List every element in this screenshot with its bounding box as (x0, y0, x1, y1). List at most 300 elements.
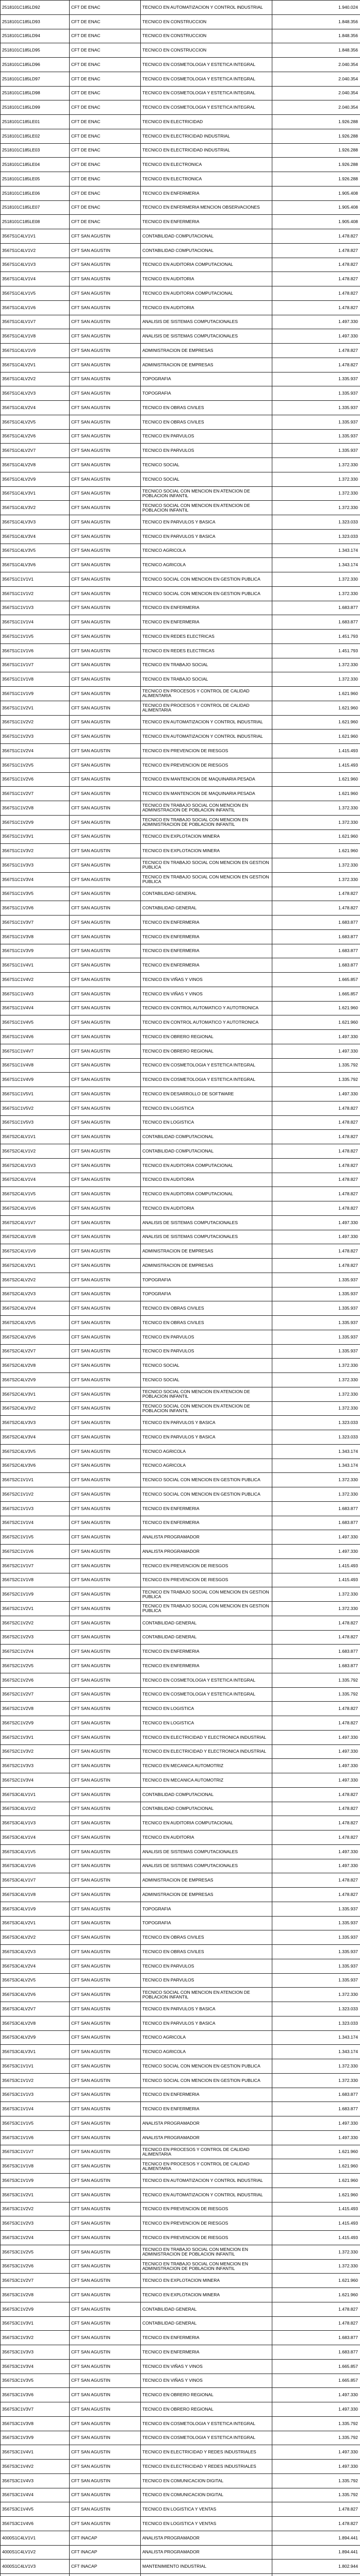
career-code-cell: 3567S3C1V2V9 (1, 2302, 70, 2316)
career-code-cell: 3567S2C4LV3V5 (1, 1444, 70, 1459)
table-row (1, 458, 360, 472)
table-row (1, 386, 360, 401)
institution-cell: CFT SAN AGUSTIN (70, 1344, 141, 1359)
table-row (1, 1816, 360, 1831)
career-code-cell: 3567S1C1V2V9 (1, 815, 70, 829)
career-code-cell: 3567S2C1V2V1 (1, 1602, 70, 1616)
program-name-cell: TECNICO EN PARVULOS Y BASICA (141, 515, 272, 530)
career-code-cell: 3567S3C4LV1V4 (1, 1831, 70, 1845)
career-code-cell: 3567S3C4LV1V1 (1, 1787, 70, 1802)
amount-cell: 1.372.330 (272, 858, 360, 873)
institution-cell: CFT SAN AGUSTIN (70, 1973, 141, 1988)
institution-cell: CFT SAN AGUSTIN (70, 1558, 141, 1573)
institution-cell: CFT SAN AGUSTIN (70, 2359, 141, 2374)
program-name-cell: TECNICO SOCIAL CON MENCION EN GESTION PUBLICA (141, 2073, 272, 2088)
program-name-cell: TECNICO EN PROCESOS Y CONTROL DE CALIDAD ALIMENTARIA (141, 701, 272, 715)
program-name-cell: TECNICO EN OBRAS CIVILES (141, 1301, 272, 1316)
program-name-cell: TECNICO EN CONSTRUCCION (141, 43, 272, 58)
table-row (1, 1373, 360, 1387)
amount-cell: 1.621.960 (272, 2174, 360, 2188)
institution-cell: CFT SAN AGUSTIN (70, 2517, 141, 2531)
program-name-cell: TECNICO EN OBRAS CIVILES (141, 401, 272, 415)
program-name-cell: ADMINISTRACION DE EMPRESAS (141, 358, 272, 372)
career-code-cell: 3567S1C1V3V7 (1, 916, 70, 930)
table-row (1, 872, 360, 887)
table-row (1, 1744, 360, 1759)
amount-cell: 1.335.937 (272, 1344, 360, 1359)
program-name-cell: TECNICO EN PROCESOS Y CONTROL DE CALIDAD ALIMENTARIA (141, 2159, 272, 2174)
program-name-cell: TECNICO EN ENFERMERIA (141, 1501, 272, 1516)
career-code-cell: 3567S2C1V2V3 (1, 1630, 70, 1645)
amount-cell: 1.478.827 (272, 1101, 360, 1115)
institution-cell: CFT SAN AGUSTIN (70, 973, 141, 987)
career-code-cell: 2518101C185LE02 (1, 129, 70, 143)
career-code-cell: 3567S3C1V1V4 (1, 2102, 70, 2116)
program-name-cell: TECNICO EN PARVULOS (141, 1344, 272, 1359)
career-code-cell: 2518101C185LD99 (1, 100, 70, 115)
table-row (1, 944, 360, 958)
table-row (1, 2231, 360, 2245)
table-row (1, 43, 360, 58)
program-name-cell: TECNICO EN EXPLOTACION MINERA (141, 2288, 272, 2302)
program-name-cell: TECNICO EN ENFERMERIA (141, 916, 272, 930)
table-row (1, 1973, 360, 1988)
institution-cell: CFT SAN AGUSTIN (70, 744, 141, 758)
program-name-cell: TECNICO AGRICOLA (141, 2030, 272, 2045)
institution-cell: CFT SAN AGUSTIN (70, 1916, 141, 1930)
program-name-cell: TECNICO EN ELECTRICIDAD INDUSTRIAL (141, 143, 272, 158)
program-name-cell: TECNICO EN OBRERO REGIONAL (141, 2402, 272, 2417)
career-code-cell: 3567S3C4LV2V7 (1, 2002, 70, 2016)
program-name-cell: TECNICO EN TRABAJO SOCIAL CON MENCION EN ADMINISTRACION DE POBLACION INFANTIL (141, 801, 272, 816)
program-name-cell: TECNICO EN ELECTRICIDAD (141, 115, 272, 129)
table-row (1, 501, 360, 515)
career-code-cell: 3567S3C1V3V8 (1, 2416, 70, 2431)
program-name-cell: TECNICO EN TRABAJO SOCIAL CON MENCION EN ADMINISTRACION DE POBLACION INFANTIL (141, 815, 272, 829)
program-name-cell: TECNICO EN AUTOMATIZACION Y CONTROL INDUSTRIAL (141, 1, 272, 15)
amount-cell: 1.497.330 (272, 1759, 360, 1773)
career-code-cell: 3567S2C4LV1V5 (1, 1187, 70, 1201)
program-name-cell: TECNICO EN ENFERMERIA (141, 2088, 272, 2102)
table-row (1, 1659, 360, 1673)
amount-cell: 1.415.493 (272, 1558, 360, 1573)
program-name-cell: TECNICO EN AUDITORIA COMPUTACIONAL (141, 1816, 272, 1831)
amount-cell: 1.497.330 (272, 1215, 360, 1230)
amount-cell: 1.478.827 (272, 1130, 360, 1144)
program-name-cell: TECNICO EN AUDITORIA COMPUTACIONAL (141, 286, 272, 301)
career-code-cell: 3567S1C1V2V6 (1, 772, 70, 787)
career-code-cell: 3567S1C4LV2V8 (1, 458, 70, 472)
career-code-cell: 3567S2C4LV3V2 (1, 1401, 70, 1416)
career-code-cell: 3567S2C1V3V4 (1, 1773, 70, 1788)
program-name-cell: TECNICO EN COSMETOLOGIA Y ESTETICA INTEGRAL (141, 1073, 272, 1087)
table-row (1, 844, 360, 858)
program-name-cell: TECNICO EN ELECTRICIDAD Y ELECTRONICA INDUSTRIAL (141, 1730, 272, 1744)
institution-cell: CFT SAN AGUSTIN (70, 1473, 141, 1487)
table-row (1, 1144, 360, 1159)
table-row (1, 2502, 360, 2517)
amount-cell: 1.940.024 (272, 1, 360, 15)
career-code-cell: 3567S2C4LV1V8 (1, 1230, 70, 1244)
career-code-cell: 2518101C185LD95 (1, 43, 70, 58)
institution-cell: CFT DE ENAC (70, 72, 141, 86)
career-code-cell: 3567S3C1V2V4 (1, 2231, 70, 2245)
career-code-cell: 3567S2C4LV2V7 (1, 1344, 70, 1359)
amount-cell: 1.478.827 (272, 1173, 360, 1187)
institution-cell: CFT SAN AGUSTIN (70, 558, 141, 572)
career-code-cell: 3567S1C1V4V2 (1, 973, 70, 987)
career-code-cell: 3567S1C1V3V8 (1, 929, 70, 944)
amount-cell: 1.683.877 (272, 2102, 360, 2116)
program-name-cell: TECNICO SOCIAL CON MENCION EN GESTION PUBLICA (141, 572, 272, 587)
career-code-cell: 3567S3C4LV2V4 (1, 1959, 70, 1973)
table-row (1, 2517, 360, 2531)
program-name-cell: TECNICO EN PREVENCION DE RIESGOS (141, 758, 272, 772)
program-name-cell: TECNICO EN REDES ELECTRICAS (141, 630, 272, 644)
program-name-cell: CONTABILIDAD GENERAL (141, 2316, 272, 2331)
table-row (1, 1730, 360, 1744)
amount-cell: 1.497.330 (272, 1044, 360, 1058)
amount-cell: 1.372.330 (272, 572, 360, 587)
amount-cell: 1.926.288 (272, 129, 360, 143)
institution-cell: CFT SAN AGUSTIN (70, 2016, 141, 2030)
amount-cell: 1.621.960 (272, 2274, 360, 2288)
amount-cell: 1.905.408 (272, 186, 360, 200)
institution-cell: CFT DE ENAC (70, 172, 141, 187)
career-code-cell: 3567S3C1V2V2 (1, 2202, 70, 2216)
institution-cell: CFT INACAP (70, 2531, 141, 2545)
table-row (1, 1001, 360, 1015)
table-row (1, 344, 360, 358)
institution-cell: CFT DE ENAC (70, 43, 141, 58)
amount-cell: 1.478.827 (272, 300, 360, 315)
amount-cell: 1.683.877 (272, 2345, 360, 2360)
table-row (1, 429, 360, 444)
career-code-cell: 3567S3C1V2V6 (1, 2259, 70, 2274)
institution-cell: CFT SAN AGUSTIN (70, 2302, 141, 2316)
career-code-cell: 2518101C185LD92 (1, 1, 70, 15)
institution-cell: CFT SAN AGUSTIN (70, 1945, 141, 1959)
table-row (1, 2016, 360, 2030)
table-row (1, 1773, 360, 1788)
career-code-cell: 3567S1C4LV3V5 (1, 544, 70, 558)
program-name-cell: TECNICO EN TRABAJO SOCIAL (141, 672, 272, 687)
amount-cell: 1.497.330 (272, 2460, 360, 2474)
amount-cell: 1.497.330 (272, 2445, 360, 2460)
program-name-cell: TECNICO EN MECANICA AUTOMOTRIZ (141, 1773, 272, 1788)
career-code-cell: 3567S2C4LV2V3 (1, 1287, 70, 1301)
amount-cell: 1.415.493 (272, 2216, 360, 2231)
career-code-cell: 3567S2C1V1V9 (1, 1587, 70, 1602)
program-name-cell: CONTABILIDAD GENERAL (141, 887, 272, 901)
program-name-cell: TECNICO EN ELECTRICIDAD Y ELECTRONICA INDUSTRIAL (141, 1744, 272, 1759)
amount-cell: 1.621.960 (272, 687, 360, 701)
career-code-cell: 3567S2C4LV1V4 (1, 1173, 70, 1187)
table-row (1, 586, 360, 601)
program-name-cell: TECNICO EN CONTROL AUTOMATICO Y AUTOTRONICA (141, 1015, 272, 1030)
institution-cell: CFT SAN AGUSTIN (70, 1101, 141, 1115)
career-code-cell: 3567S3C4LV1V7 (1, 1873, 70, 1888)
career-code-cell: 3567S1C4LV2V5 (1, 415, 70, 429)
program-name-cell: TECNICO EN COSMETOLOGIA Y ESTETICA INTEGRAL (141, 58, 272, 72)
table-row (1, 1873, 360, 1888)
institution-cell: CFT SAN AGUSTIN (70, 415, 141, 429)
career-code-cell: 3567S1C1V2V3 (1, 730, 70, 744)
institution-cell: CFT SAN AGUSTIN (70, 1259, 141, 1273)
table-row (1, 2045, 360, 2059)
amount-cell: 1.372.330 (272, 2059, 360, 2074)
table-row (1, 1, 360, 15)
career-code-cell: 3567S3C1V2V8 (1, 2288, 70, 2302)
institution-cell: CFT SAN AGUSTIN (70, 1244, 141, 1259)
program-name-cell: ADMINISTRACION DE EMPRESAS (141, 344, 272, 358)
program-name-cell: TECNICO SOCIAL CON MENCION EN GESTION PUBLICA (141, 1473, 272, 1487)
program-name-cell: TECNICO EN ELECTRICIDAD Y REDES INDUSTRIALES (141, 2445, 272, 2460)
program-name-cell: TECNICO EN TRABAJO SOCIAL CON MENCION EN GESTION PUBLICA (141, 872, 272, 887)
amount-cell: 1.478.827 (272, 1630, 360, 1645)
program-name-cell: TECNICO AGRICOLA (141, 544, 272, 558)
career-code-cell: 3567S3C4LV2V8 (1, 2016, 70, 2030)
amount-cell: 2.040.354 (272, 100, 360, 115)
program-name-cell: ANALISIS DE SISTEMAS COMPUTACIONALES (141, 1844, 272, 1859)
table-row (1, 401, 360, 415)
institution-cell: CFT SAN AGUSTIN (70, 572, 141, 587)
program-name-cell: TECNICO EN LOGISTICA (141, 1702, 272, 1716)
program-name-cell: TECNICO EN MANTENCION DE MAQUINARIA PESADA (141, 787, 272, 801)
program-name-cell: CONTABILIDAD COMPUTACIONAL (141, 243, 272, 258)
table-row (1, 672, 360, 687)
program-name-cell: TECNICO AGRICOLA (141, 1444, 272, 1459)
institution-cell: CFT SAN AGUSTIN (70, 2145, 141, 2159)
program-name-cell: TECNICO SOCIAL CON MENCION EN GESTION PUBLICA (141, 586, 272, 601)
institution-cell: CFT SAN AGUSTIN (70, 1645, 141, 1659)
institution-cell: CFT SAN AGUSTIN (70, 258, 141, 272)
career-code-cell: 3567S1C4LV2V1 (1, 358, 70, 372)
table-row (1, 630, 360, 644)
amount-cell: 1.372.330 (272, 1587, 360, 1602)
amount-cell: 1.683.877 (272, 958, 360, 973)
amount-cell: 1.497.330 (272, 1859, 360, 1873)
amount-cell: 1.497.330 (272, 1744, 360, 1759)
institution-cell: CFT SAN AGUSTIN (70, 858, 141, 873)
institution-cell: CFT SAN AGUSTIN (70, 2188, 141, 2202)
career-code-cell: 4000S1C4LV1V2 (1, 2545, 70, 2560)
table-row (1, 772, 360, 787)
institution-cell: CFT SAN AGUSTIN (70, 1144, 141, 1159)
institution-cell: CFT SAN AGUSTIN (70, 1173, 141, 1187)
program-name-cell: ANALISIS DE SISTEMAS COMPUTACIONALES (141, 329, 272, 344)
career-code-cell: 3567S3C1V4V6 (1, 2517, 70, 2531)
program-name-cell: TECNICO EN PARVULOS (141, 444, 272, 458)
program-name-cell: TECNICO EN PREVENCION DE RIESGOS (141, 2231, 272, 2245)
institution-cell: CFT INACAP (70, 2545, 141, 2560)
career-code-cell: 3567S3C1V4V1 (1, 2445, 70, 2460)
amount-cell: 1.478.827 (272, 1244, 360, 1259)
institution-cell: CFT SAN AGUSTIN (70, 958, 141, 973)
institution-cell: CFT SAN AGUSTIN (70, 1516, 141, 1530)
institution-cell: CFT SAN AGUSTIN (70, 1902, 141, 1916)
career-code-cell: 3567S1C1V4V4 (1, 1001, 70, 1015)
table-row (1, 2531, 360, 2545)
program-name-cell: TECNICO EN LOGISTICA Y VENTAS (141, 2517, 272, 2531)
program-name-cell: TECNICO EN PARVULOS Y BASICA (141, 2016, 272, 2030)
program-name-cell: ADMINISTRACION DE EMPRESAS (141, 1873, 272, 1888)
program-name-cell: CONTABILIDAD GENERAL (141, 901, 272, 916)
table-row (1, 1545, 360, 1559)
program-name-cell: TECNICO EN OBRAS CIVILES (141, 1945, 272, 1959)
amount-cell: 1.343.174 (272, 544, 360, 558)
table-row (1, 2359, 360, 2374)
amount-cell: 1.372.330 (272, 2073, 360, 2088)
amount-cell: 1.323.033 (272, 2016, 360, 2030)
table-row (1, 286, 360, 301)
table-row (1, 444, 360, 458)
amount-cell: 1.372.330 (272, 815, 360, 829)
institution-cell: CFT SAN AGUSTIN (70, 601, 141, 615)
institution-cell: CFT SAN AGUSTIN (70, 1888, 141, 1902)
career-code-cell: 3567S1C1V1V1 (1, 572, 70, 587)
table-row (1, 300, 360, 315)
career-code-cell: 3567S2C4LV1V9 (1, 1244, 70, 1259)
institution-cell: CFT SAN AGUSTIN (70, 1115, 141, 1130)
career-code-cell: 3567S3C1V1V7 (1, 2145, 70, 2159)
amount-cell: 1.335.792 (272, 1673, 360, 1687)
institution-cell: CFT SAN AGUSTIN (70, 1530, 141, 1545)
table-row (1, 2488, 360, 2502)
institution-cell: CFT SAN AGUSTIN (70, 1215, 141, 1230)
career-code-cell: 3567S3C1V2V5 (1, 2245, 70, 2259)
table-row (1, 2302, 360, 2316)
program-name-cell: TECNICO EN ENFERMERIA (141, 215, 272, 229)
program-name-cell: TECNICO EN OBRERO REGIONAL (141, 1044, 272, 1058)
program-name-cell: TECNICO EN PREVENCION DE RIESGOS (141, 2216, 272, 2231)
amount-cell: 1.683.877 (272, 1516, 360, 1530)
table-row (1, 1015, 360, 1030)
amount-cell: 1.335.937 (272, 1301, 360, 1316)
table-row (1, 958, 360, 973)
table-row (1, 1759, 360, 1773)
program-name-cell: TECNICO EN COSMETOLOGIA Y ESTETICA INTEGRAL (141, 1673, 272, 1687)
amount-cell: 1.415.493 (272, 2231, 360, 2245)
amount-cell: 1.335.792 (272, 2488, 360, 2502)
career-code-cell: 2518101C185LE03 (1, 143, 70, 158)
institution-cell: CFT SAN AGUSTIN (70, 1659, 141, 1673)
institution-cell: CFT SAN AGUSTIN (70, 787, 141, 801)
table-row (1, 86, 360, 100)
program-name-cell: TECNICO EN TRABAJO SOCIAL CON MENCION EN GESTION PUBLICA (141, 1602, 272, 1616)
table-row (1, 1616, 360, 1630)
table-row (1, 2345, 360, 2360)
program-name-cell: TECNICO SOCIAL CON MENCION EN GESTION PUBLICA (141, 1487, 272, 1502)
table-row (1, 1058, 360, 1073)
amount-cell: 1.621.960 (272, 2188, 360, 2202)
institution-cell: CFT SAN AGUSTIN (70, 944, 141, 958)
institution-cell: CFT SAN AGUSTIN (70, 2431, 141, 2445)
program-name-cell: ANALISIS DE SISTEMAS COMPUTACIONALES (141, 1230, 272, 1244)
program-name-cell: TECNICO EN LOGISTICA (141, 1115, 272, 1130)
table-row (1, 2331, 360, 2345)
career-code-cell: 3567S3C1V3V6 (1, 2388, 70, 2402)
institution-cell: CFT SAN AGUSTIN (70, 929, 141, 944)
table-row (1, 472, 360, 486)
program-name-cell: TECNICO SOCIAL CON MENCION EN ATENCION DE POBLACION INFANTIL (141, 1988, 272, 2002)
amount-cell: 1.478.827 (272, 344, 360, 358)
table-row (1, 115, 360, 129)
career-code-cell: 3567S2C4LV2V1 (1, 1259, 70, 1273)
career-code-cell: 3567S1C1V4V9 (1, 1073, 70, 1087)
institution-cell: CFT SAN AGUSTIN (70, 458, 141, 472)
table-row (1, 2216, 360, 2231)
amount-cell: 1.497.330 (272, 329, 360, 344)
program-name-cell: TECNICO EN ENFERMERIA (141, 944, 272, 958)
table-row (1, 1501, 360, 1516)
career-code-cell: 2518101C185LD98 (1, 86, 70, 100)
program-name-cell: TECNICO EN CONSTRUCCION (141, 29, 272, 43)
program-name-cell: TECNICO EN ENFERMERIA (141, 2331, 272, 2345)
table-row (1, 1787, 360, 1802)
amount-cell: 2.040.354 (272, 72, 360, 86)
amount-cell: 1.451.793 (272, 630, 360, 644)
amount-cell: 1.683.877 (272, 2088, 360, 2102)
amount-cell: 1.497.330 (272, 315, 360, 329)
career-code-cell: 2518101C185LE08 (1, 215, 70, 229)
program-name-cell: TECNICO EN ELECTRICIDAD INDUSTRIAL (141, 129, 272, 143)
program-name-cell: TECNICO SOCIAL (141, 1359, 272, 1373)
career-code-cell: 3567S1C4LV2V6 (1, 429, 70, 444)
amount-cell: 1.497.330 (272, 1773, 360, 1788)
amount-cell: 1.905.408 (272, 215, 360, 229)
career-code-cell: 3567S2C1V1V1 (1, 1473, 70, 1487)
program-name-cell: TOPOGRAFIA (141, 1902, 272, 1916)
program-name-cell: TECNICO SOCIAL CON MENCION EN ATENCION DE POBLACION INFANTIL (141, 1401, 272, 1416)
amount-cell: 1.497.330 (272, 1730, 360, 1744)
institution-cell: CFT SAN AGUSTIN (70, 243, 141, 258)
amount-cell: 1.478.827 (272, 358, 360, 372)
table-row (1, 1945, 360, 1959)
program-name-cell: TECNICO EN MANTENCION DE MAQUINARIA PESADA (141, 772, 272, 787)
career-code-cell: 3567S2C4LV1V3 (1, 1158, 70, 1173)
table-row (1, 1988, 360, 2002)
amount-cell: 1.372.330 (272, 501, 360, 515)
institution-cell: CFT SAN AGUSTIN (70, 1187, 141, 1201)
program-name-cell: ANALISIS DE SISTEMAS COMPUTACIONALES (141, 1859, 272, 1873)
institution-cell: CFT SAN AGUSTIN (70, 1201, 141, 1216)
amount-cell: 1.335.937 (272, 1273, 360, 1287)
program-name-cell: TECNICO EN EXPLOTACION MINERA (141, 829, 272, 844)
amount-cell: 1.497.330 (272, 1844, 360, 1859)
table-row (1, 687, 360, 701)
amount-cell: 1.665.857 (272, 987, 360, 1001)
program-name-cell: TECNICO EN VIÑAS Y VINOS (141, 2374, 272, 2388)
career-code-cell: 3567S1C1V4V6 (1, 1030, 70, 1044)
table-row (1, 372, 360, 386)
institution-cell: CFT SAN AGUSTIN (70, 2088, 141, 2102)
amount-cell: 1.323.033 (272, 515, 360, 530)
institution-cell: CFT SAN AGUSTIN (70, 1459, 141, 1473)
table-row (1, 1673, 360, 1687)
program-name-cell: TECNICO EN MECANICA AUTOMOTRIZ (141, 1759, 272, 1773)
institution-cell (70, 2574, 141, 2576)
career-code-cell: 3567S3C4LV3V1 (1, 2045, 70, 2059)
institution-cell: CFT SAN AGUSTIN (70, 2416, 141, 2431)
amount-cell: 1.683.877 (272, 916, 360, 930)
program-name-cell: ANALISTA PROGRAMADOR (141, 1530, 272, 1545)
program-name-cell: TECNICO SOCIAL CON MENCION EN ATENCION DE POBLACION INFANTIL (141, 486, 272, 501)
institution-cell: CFT SAN AGUSTIN (70, 1744, 141, 1759)
career-code-cell: 3567S1C4LV1V4 (1, 272, 70, 286)
program-name-cell: TECNICO EN CONSTRUCCION (141, 14, 272, 29)
table-row (1, 1287, 360, 1301)
